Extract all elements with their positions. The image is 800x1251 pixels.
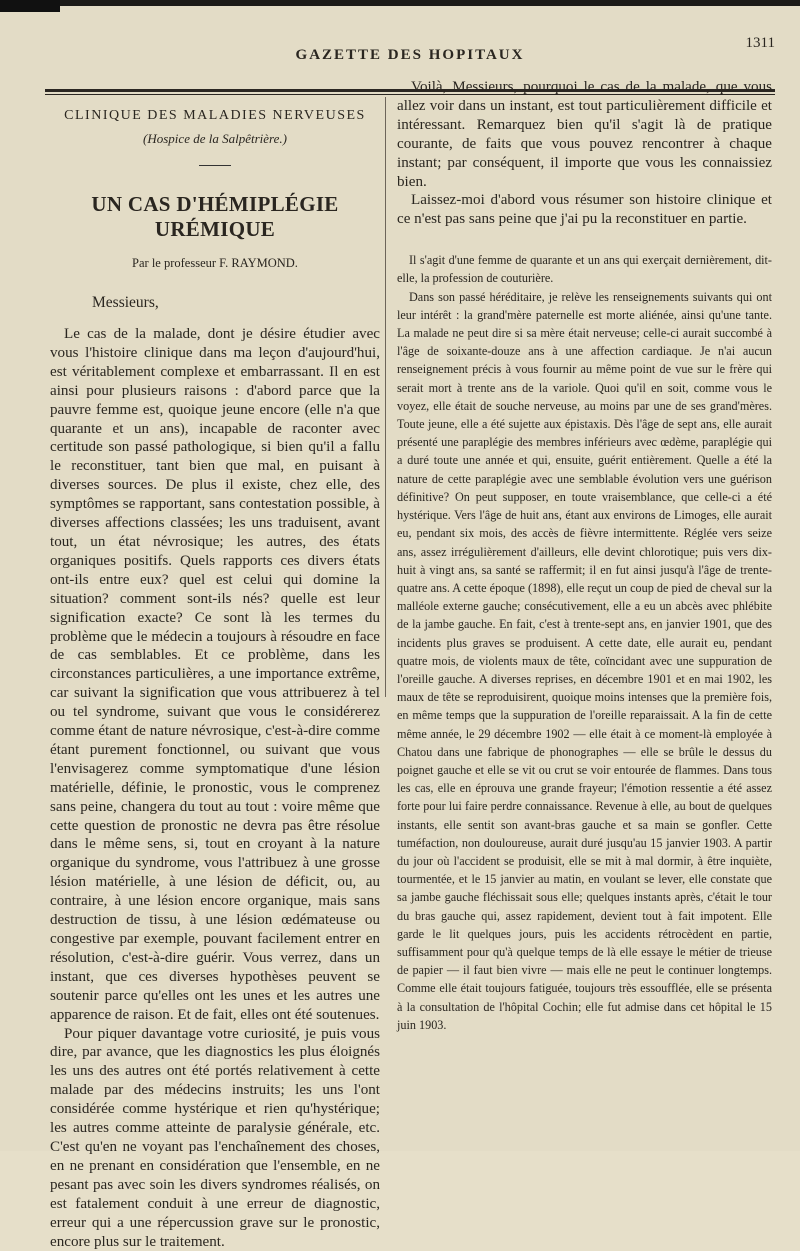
journal-title: GAZETTE DES HOPITAUX [295, 47, 525, 63]
right-paragraph-1: Voilà, Messieurs, pourquoi le cas de la malade, que vous allez voir dans un instant, est tout particulièrement difficile et intéressant. Remarquez bien qu'il s'agit là de pratique courante, de faits que vous pouvez rencontrer à chaque instant; par conséquent, il importe que vous les connaissiez bien. [397, 79, 772, 190]
byline: Par le professeur F. RAYMOND. [132, 256, 298, 270]
page-header [45, 28, 775, 72]
right-paragraph-2: Laissez-moi d'abord vous résumer son histoire clinique et ce n'est pas sans peine que j'ai pu la reconstituer en partie. [397, 192, 772, 228]
right-paragraph-4: Dans son passé héréditaire, je relève les renseignements suivants qui ont leur intérêt : la grand'mère paternelle est morte aliénée, ainsi qu'une tante. La malade ne peut dire si sa mère était nerveuse; celle-ci aurait succombé à l'âge de soixante-douze ans à une affection cardiaque. Je n'ai aucun renseignement précis à vous fournir au même point de vue sur le frère qui serait mort à trente ans de la variole. Quoi qu'il en soit, comme vous le voyez, elle était de souche nerveuse, au moins par une de ses grand'mères. Toute jeune, elle a été sujette aux épistaxis. Dès l'âge de sept ans, elle aurait présenté une paraplégie des membres inférieurs avec œdème, paraplégie qui a duré toute une année et qui, ensuite, guérit entièrement. Quelle a été la nature de cette paraplégie avec une semblable évolution vers une guérison définitive? On peut supposer, en toute vraisemblance, que celle-ci a été hystérique. Vers l'âge de huit ans, étant aux environs de Limoges, elle aurait eu, pendant six mois, des accès de fièvre intermittente. Réglée vers seize ans, assez irrégulièrement d'ailleurs, elle devint chlorotique; puis vers dix-huit à vingt ans, sa santé se raffermit; il en fut ainsi jusqu'à l'âge de trente-quatre ans. A cette époque (1898), elle reçut un coup de pied de cheval sur la malléole externe gauche; consécutivement, elle a eu un abcès avec phlébite de la jambe gauche. En fait, c'est à trente-sept ans, en janvier 1901, que des incidents plus graves se produisent. A cette date, elle aurait eu, pendant quatre mois, de violents maux de tête, coïncidant avec une suppuration de l'oreille gauche. A diverses reprises, en décembre 1901 et en mai 1902, les maux de tête se reproduisirent, quoique moins intenses que la première fois, en même temps que la suppuration de l'oreille reparaissait. A la fin de cette même année, le 29 décembre 1902 — elle était à ce moment-là employée à Chatou dans une fabrique de phonographes — elle se brûle le dessus du poignet gauche et elle se vit ou crut se voir entourée de flammes. Dans tous les cas, elle en éprouva une grande frayeur; l'émotion ressentie a été assez forte pour lui faire perdre connaissance. Revenue à elle, au bout de quelques instants, elle sentit son avant-bras gauche et sa main se gonfler. Cette tuméfaction, non douloureuse, aurait duré jusqu'au 15 janvier 1903. A partir du jour où l'accident se produisit, elle se mit à mal dormir, à être inquiète, tourmentée, et le 15 janvier au matin, en voulant se lever, elle constate que sa jambe gauche fléchissait sous elle; quelques instants après, c'était le tour du bras gauche qui, assez rapidement, devient tout à fait impotent. Elle garde le lit quelques jours, puis les accidents rétrocèdent en partie, suffisamment pour qu'à quelque temps de là elle essaye le métier de trieuse de papier — il faut bien vivre — mais elle ne peut le continuer longtemps. Comme elle était toujours fatiguée, toujours très essoufflée, elle se présenta à la consultation de l'hôpital Cochin; elle fut admise dans cet hôpital le 15 juin 1903. [397, 289, 772, 1032]
salutation: Messieurs, [92, 294, 159, 311]
left-column [50, 103, 380, 1251]
page-number: 1311 [745, 35, 775, 51]
left-paragraph-2: Pour piquer davantage votre curiosité, je puis vous dire, par avance, que les diagnostics les plus éloignés les uns des autres ont été portés relativement à cette malade par des médecins instruits; les uns l'ont considérée comme hystérique et rien qu'hystérique; les autres comme atteinte de paralysie générale, etc. C'est qu'en ne voyant pas l'enchaînement des choses, en ne prenant en considération que l'ensemble, en ne pesant pas avec soin les divers syndromes réalisés, on est fatalement conduit à une erreur de diagnostic, erreur qui a une répercussion grave sur le pronostic, encore plus sur le traitement. [50, 1025, 380, 1250]
section-title: CLINIQUE DES MALADIES NERVEUSES [64, 108, 366, 123]
scan-top-edge [0, 0, 800, 6]
hospice-subtitle: (Hospice de la Salpêtrière.) [143, 131, 287, 146]
article-title: UN CAS D'HÉMIPLÉGIE URÉMIQUE [91, 192, 339, 241]
column-divider [385, 97, 386, 697]
right-paragraph-3: Il s'agit d'une femme de quarante et un ans qui exerçait dernièrement, dit-elle, la profession de couturière. [397, 253, 772, 286]
short-separator [199, 165, 231, 166]
scan-corner-shadow [0, 0, 60, 12]
left-paragraph-1: Le cas de la malade, dont je désire étudier avec vous l'histoire clinique dans ma leçon d'aujourd'hui, est véritablement complexe et embarrassant. Il en est ainsi pour plusieurs raisons : d'abord parce que la pauvre femme est, quoique jeune encore (elle n'a que quarante et un ans), incapable de raconter avec certitude son passé pathologique, si bien qu'il a fallu le reconstituer, tant bien que mal, en puisant à diverses sources. De plus il existe, chez elle, des symptômes se rapportant, sans contestation possible, à diverses affections classées; les uns traduisent, avant tout, un état névrosique; les autres, des états organiques positifs. Quels rapports ces divers états ont-ils entre eux? quel est celui qui domine la situation? comment sont-ils nés? quelle est leur signification exacte? Ce sont là les termes du problème que le médecin a toujours à résoudre en face de cas semblables. Et ce problème, dans les circonstances particulières, a une importance extrême, car suivant la signification que vous attribuerez à tel ou tel syndrome, suivant que vous le considérerez comme étant de nature névrosique, c'est-à-dire comme étant purement fonctionnel, ou suivant que vous l'envisagerez comme symptomatique d'une lésion matérielle, définie, le pronostic, vous le comprenez sans peine, changera du tout au tout : voire même que cette question de pronostic ne devra pas être résolue dans le même sens, si, tout en croyant à la nature organique du syndrome, vous l'attribuez à une grosse lésion matérielle, à une lésion de déficit, ou, au contraire, à une lésion encore organique, mais sans destruction de tissu, à une lésion œdémateuse ou congestive par exemple, pouvant facilement entrer en résolution, c'est-à-dire guérir. Vous verrez, dans un instant, que ces diverses hypothèses peuvent se soutenir parce qu'elles ont les unes et les autres une apparence de raison. Et de fait, elles ont été soutenues. [50, 326, 380, 1023]
right-column [397, 78, 772, 1034]
paragraph-gap [397, 229, 772, 251]
